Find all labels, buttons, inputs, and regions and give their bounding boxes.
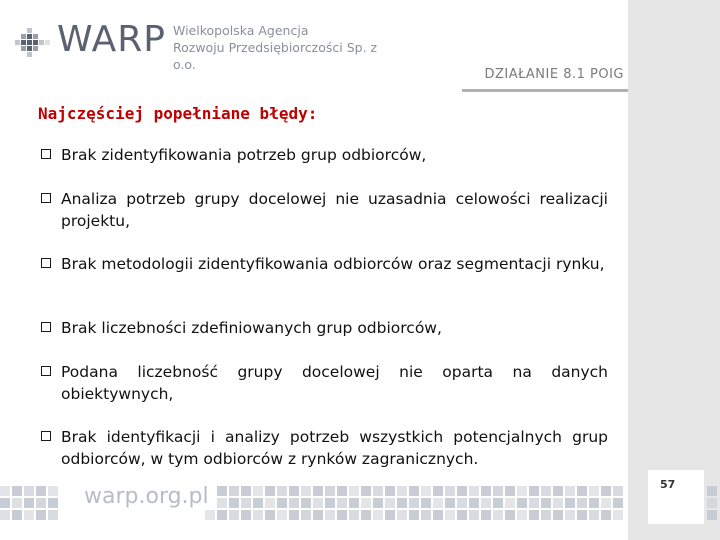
slide-title: Najczęściej popełniane błędy: [38,104,318,123]
warp-logo-mark-icon [15,26,55,58]
checkbox-bullet-icon [41,193,51,203]
bullet-item [41,188,608,232]
right-decorative-band [628,0,720,540]
checkbox-bullet-icon [41,149,51,159]
checkbox-bullet-icon [41,366,51,376]
footer-decorative-squares-right [705,470,720,540]
bullet-item [41,253,608,275]
bullet-item [41,317,608,339]
logo-subtitle [173,22,395,73]
logo-subtitle-line2: Rozwoju Przedsiębiorczości Sp. z o.o. [173,40,378,72]
bullet-text: Brak metodologii zidentyfikowania odbiorców oraz segmentacji rynku, [61,255,605,273]
footer-url: warp.org.pl [78,484,215,509]
bullet-item [41,426,608,470]
bullet-item [41,144,608,166]
bullet-text: Analiza potrzeb grupy docelowej nie uzasadnia celowości realizacji projektu, [61,190,608,230]
bullet-text: Brak identyfikacji i analizy potrzeb wszystkich potencjalnych grup odbiorców, w tym odbiorców z rynków zagranicznych. [61,428,608,468]
checkbox-bullet-icon [41,431,51,441]
action-label: DZIAŁANIE 8.1 POIG [484,67,624,82]
header-divider [462,89,628,92]
bullet-text: Podana liczebność grupy docelowej nie oparta na danych obiektywnych, [61,363,608,403]
warp-logo [15,19,395,72]
logo-subtitle-line1: Wielkopolska Agencja [173,23,309,38]
checkbox-bullet-icon [41,258,51,268]
page-number: 57 [660,478,676,491]
logo-wordmark: WARP [57,19,166,60]
bullet-text: Brak liczebności zdefiniowanych grup odbiorców, [61,319,442,337]
page-number-box [648,470,704,524]
bullet-text: Brak zidentyfikowania potrzeb grup odbiorców, [61,146,427,164]
bullet-item [41,361,608,405]
checkbox-bullet-icon [41,322,51,332]
